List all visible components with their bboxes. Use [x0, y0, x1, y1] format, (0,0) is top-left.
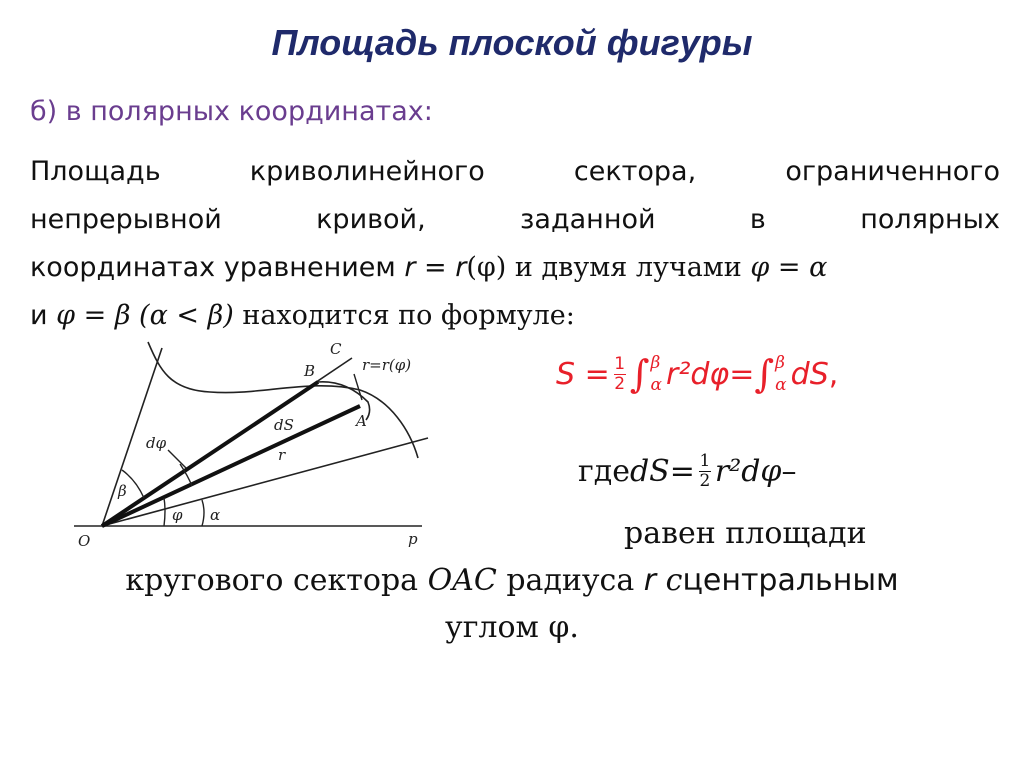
definition-paragraph — [30, 148, 1000, 340]
label-p: p — [408, 530, 418, 548]
paragraph-line-1: Площадь криволинейного сектора, ограниченного — [30, 156, 1000, 187]
paragraph-line-4: и φ = β (α < β) находится по формуле: — [30, 300, 575, 331]
label-dphi: dφ — [146, 434, 167, 452]
fraction-one-half: $\frac{1}{2}$ — [614, 353, 626, 394]
arc-phi — [164, 498, 165, 526]
slide-subtitle: б) в полярных координатах: — [30, 96, 433, 127]
paragraph-line-3: координатах уравнением r = r(φ) и двумя лучами φ = α — [30, 252, 828, 283]
label-b: B — [304, 362, 316, 380]
leader-eq — [354, 374, 362, 400]
explanation-line-2: кругового сектора OAC радиуса r cцентральным — [125, 563, 899, 598]
label-o: O — [78, 532, 91, 550]
label-c: C — [330, 340, 342, 358]
label-a: A — [356, 412, 367, 430]
polar-sector-diagram — [60, 330, 460, 560]
area-formula: S = $\frac{1}{2}$ ∫ β α r²dφ = ∫ β α dS , — [556, 352, 839, 396]
arc-alpha — [202, 500, 204, 526]
label-alpha: α — [210, 506, 221, 524]
label-r: r — [278, 446, 286, 464]
label-ds: dS — [274, 416, 294, 434]
slide-title: Площадь плоской фигуры — [271, 22, 753, 63]
paragraph-line-2: непрерывной кривой, заданной в полярных — [30, 204, 1000, 235]
explanation-line-3: углом φ. — [445, 610, 579, 645]
where-clause: где dS = $\frac{1}{2}$ r²dφ – — [578, 451, 797, 491]
fraction-one-half-2: $\frac{1}{2}$ — [699, 451, 711, 491]
integral-1: ∫ β α — [629, 352, 663, 396]
leader-dphi — [168, 450, 186, 468]
label-phi: φ — [172, 506, 183, 524]
integral-2: ∫ β α — [754, 352, 787, 396]
explanation-line-1: равен площади — [624, 516, 867, 551]
ray-ob — [102, 382, 318, 526]
label-curve-eq: r=r(φ) — [362, 356, 412, 374]
label-beta: β — [118, 482, 127, 500]
